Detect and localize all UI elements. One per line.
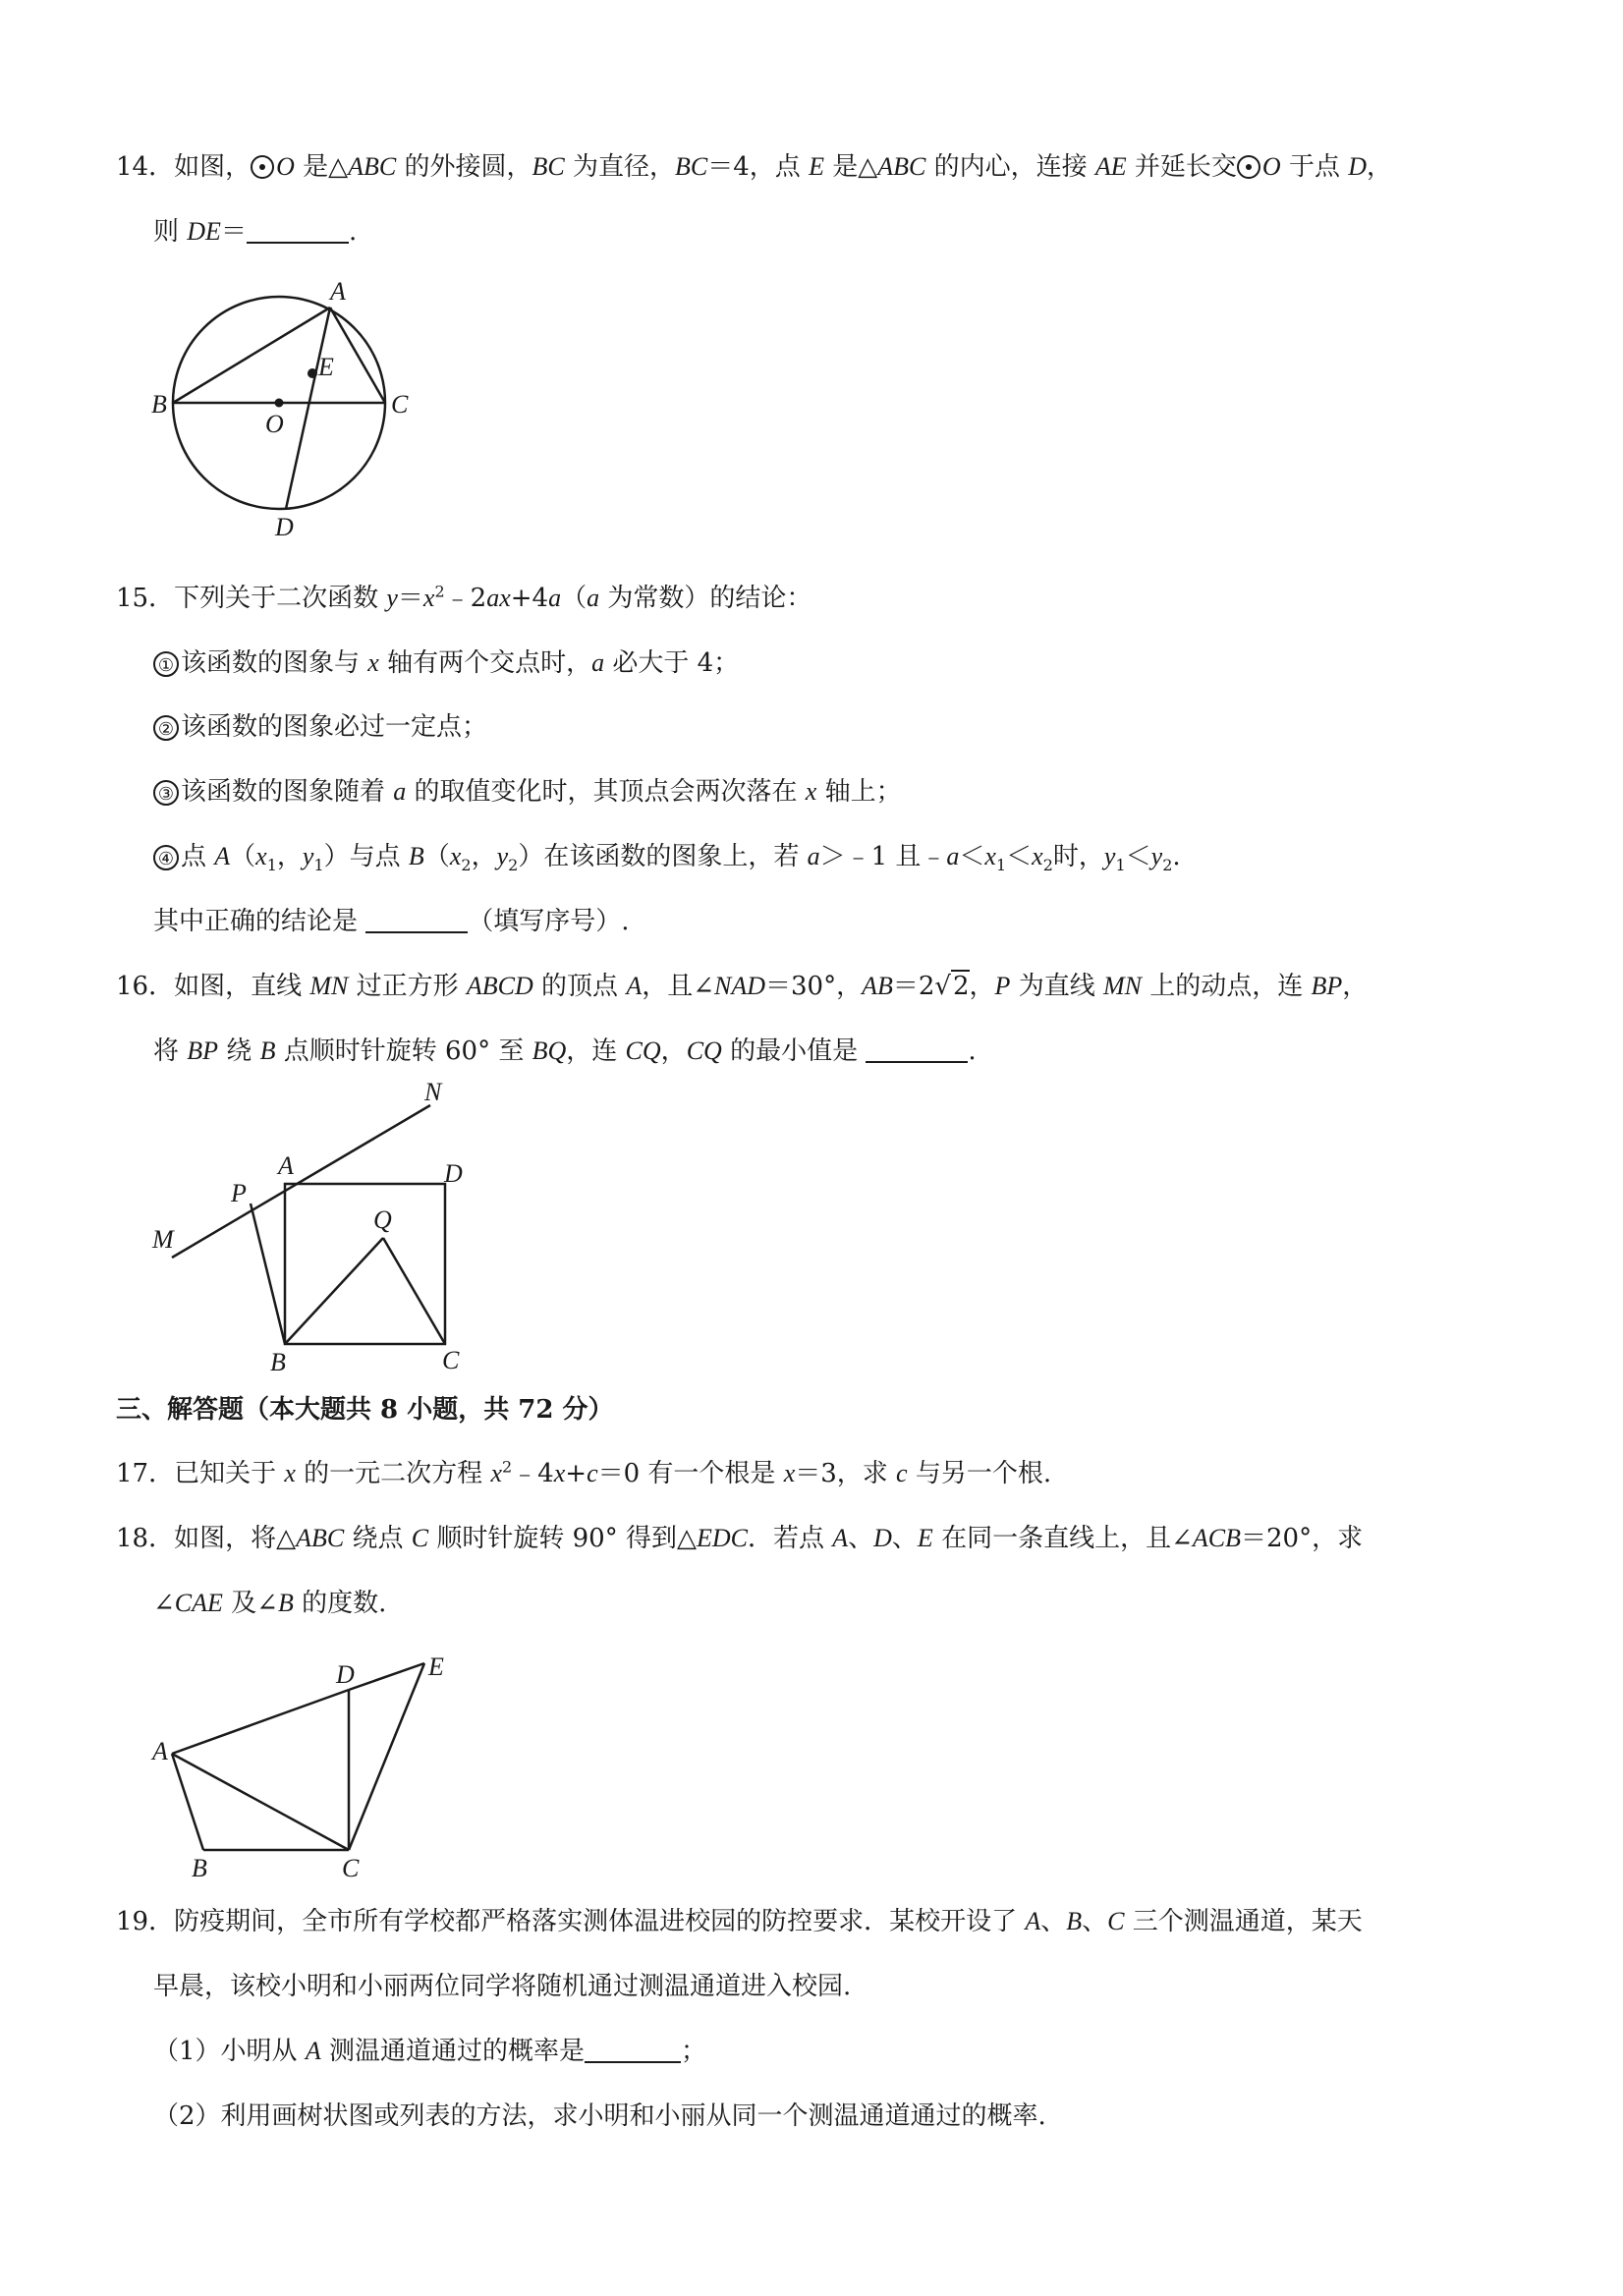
q15-title: 15．下列关于二次函数 $y=x^2﹣2ax+4a(a$ 为常数）的结论： bbox=[116, 582, 812, 613]
q14-label-A: A bbox=[330, 277, 346, 306]
q14-label-C: C bbox=[391, 390, 409, 419]
q15-statement-1: ① 该函数的图象与 x 轴有两个交点时，a 必大于 4； bbox=[153, 647, 739, 679]
circle-dot-icon bbox=[251, 155, 274, 179]
q18-line-1: 18．如图，将△ABC 绕点 C 顺时针旋转 90° 得到△EDC．若点 A、D、E 在同一条直线上，且∠ACB＝20°，求 bbox=[116, 1524, 1364, 1553]
q19-line-2: 早晨，该校小明和小丽两位同学将随机通过测温通道进入校园. bbox=[153, 1972, 852, 2001]
q18-figure bbox=[147, 1646, 501, 1881]
q14-label-D: D bbox=[275, 513, 294, 541]
q18-number: 18． bbox=[116, 1524, 175, 1553]
q19-number: 19． bbox=[116, 1907, 175, 1936]
q18-line-2: ∠CAE 及∠B 的度数. bbox=[153, 1589, 387, 1618]
q14-label-B: B bbox=[151, 390, 167, 419]
answer-blank[interactable] bbox=[585, 2036, 681, 2063]
q16-label-P: P bbox=[231, 1179, 247, 1207]
q16-label-A: A bbox=[278, 1151, 294, 1180]
circled-two-icon: ② bbox=[153, 715, 179, 741]
q14-line-1: 14．如图， O 是△ABC 的外接圆，BC 为直径，BC＝4，点 E 是△ABC 的内心，连接 AE 并延长交 O 于点 D， bbox=[116, 152, 1393, 182]
q16-label-N: N bbox=[424, 1078, 442, 1106]
q16-line-1: 16．如图，直线 MN 过正方形 ABCD 的顶点 A，且∠NAD＝30°，AB＝2√2，P 为直线 MN 上的动点，连 BP， bbox=[116, 972, 1369, 1001]
q16-figure bbox=[147, 1076, 501, 1380]
q18-label-D: D bbox=[336, 1660, 355, 1689]
sqrt-symbol: √2 bbox=[934, 972, 970, 1001]
q18-label-B: B bbox=[192, 1854, 207, 1881]
q19-part-1: （1）小明从 A 测温通道通过的概率是 ； bbox=[153, 2037, 706, 2066]
circled-one-icon: ① bbox=[153, 651, 179, 677]
q16-line-2: 将 BP 绕 B 点顺时针旋转 60° 至 BQ，连 CQ，CQ 的最小值是 . bbox=[153, 1036, 977, 1066]
section-heading: 三、解答题（本大题共 8 小题，共 72 分） bbox=[116, 1395, 614, 1425]
circled-three-icon: ③ bbox=[153, 780, 179, 806]
q16-label-C: C bbox=[442, 1346, 460, 1374]
q14-figure bbox=[138, 275, 422, 550]
q15-answer-line: 其中正确的结论是 （填写序号）. bbox=[153, 907, 630, 936]
q19-line-1: 19．防疫期间，全市所有学校都严格落实测体温进校园的防控要求．某校开设了 A、B、C 三个测温通道，某天 bbox=[116, 1907, 1363, 1936]
circled-four-icon: ④ bbox=[153, 845, 179, 870]
answer-blank[interactable] bbox=[247, 216, 349, 244]
circle-dot-icon bbox=[1237, 155, 1260, 179]
q15-statement-4: ④ 点 $A(x_1$，$y_1$）与点 $B(x_2$，$y_2$）在该函数的图象上，若 a＞﹣1 且$﹣a<x_1<x_2$时，$y_1<y_2$. bbox=[153, 841, 1181, 872]
answer-blank[interactable] bbox=[365, 906, 468, 933]
q16-label-B: B bbox=[270, 1348, 286, 1376]
q16-label-D: D bbox=[444, 1159, 463, 1188]
q14-number: 14． bbox=[116, 152, 175, 182]
q14-label-E: E bbox=[318, 353, 334, 381]
q19-part-2: （2）利用画树状图或列表的方法，求小明和小丽从同一个测温通道通过的概率. bbox=[153, 2101, 1046, 2131]
q14-line-2: 则 DE＝ . bbox=[153, 217, 358, 247]
q17-number: 17． bbox=[116, 1459, 175, 1488]
answer-blank[interactable] bbox=[866, 1036, 968, 1063]
q14-label-O: O bbox=[265, 410, 284, 438]
q15-statement-3: ③ 该函数的图象随着 a 的取值变化时，其顶点会两次落在 x 轴上； bbox=[153, 776, 902, 808]
q18-label-C: C bbox=[342, 1854, 360, 1881]
q16-label-M: M bbox=[152, 1225, 174, 1254]
q17-line-1: 17．已知关于 x 的一元二次方程 $x^2﹣4x+c=0$ 有一个根是 x＝3，求 c 与另一个根. bbox=[116, 1457, 1052, 1488]
q16-label-Q: Q bbox=[373, 1205, 392, 1234]
q18-label-E: E bbox=[428, 1652, 444, 1681]
q16-number: 16． bbox=[116, 972, 175, 1001]
q18-label-A: A bbox=[152, 1737, 168, 1765]
q15-statement-2: ② 该函数的图象必过一定点； bbox=[153, 711, 487, 743]
q15-number: 15． bbox=[116, 584, 175, 613]
